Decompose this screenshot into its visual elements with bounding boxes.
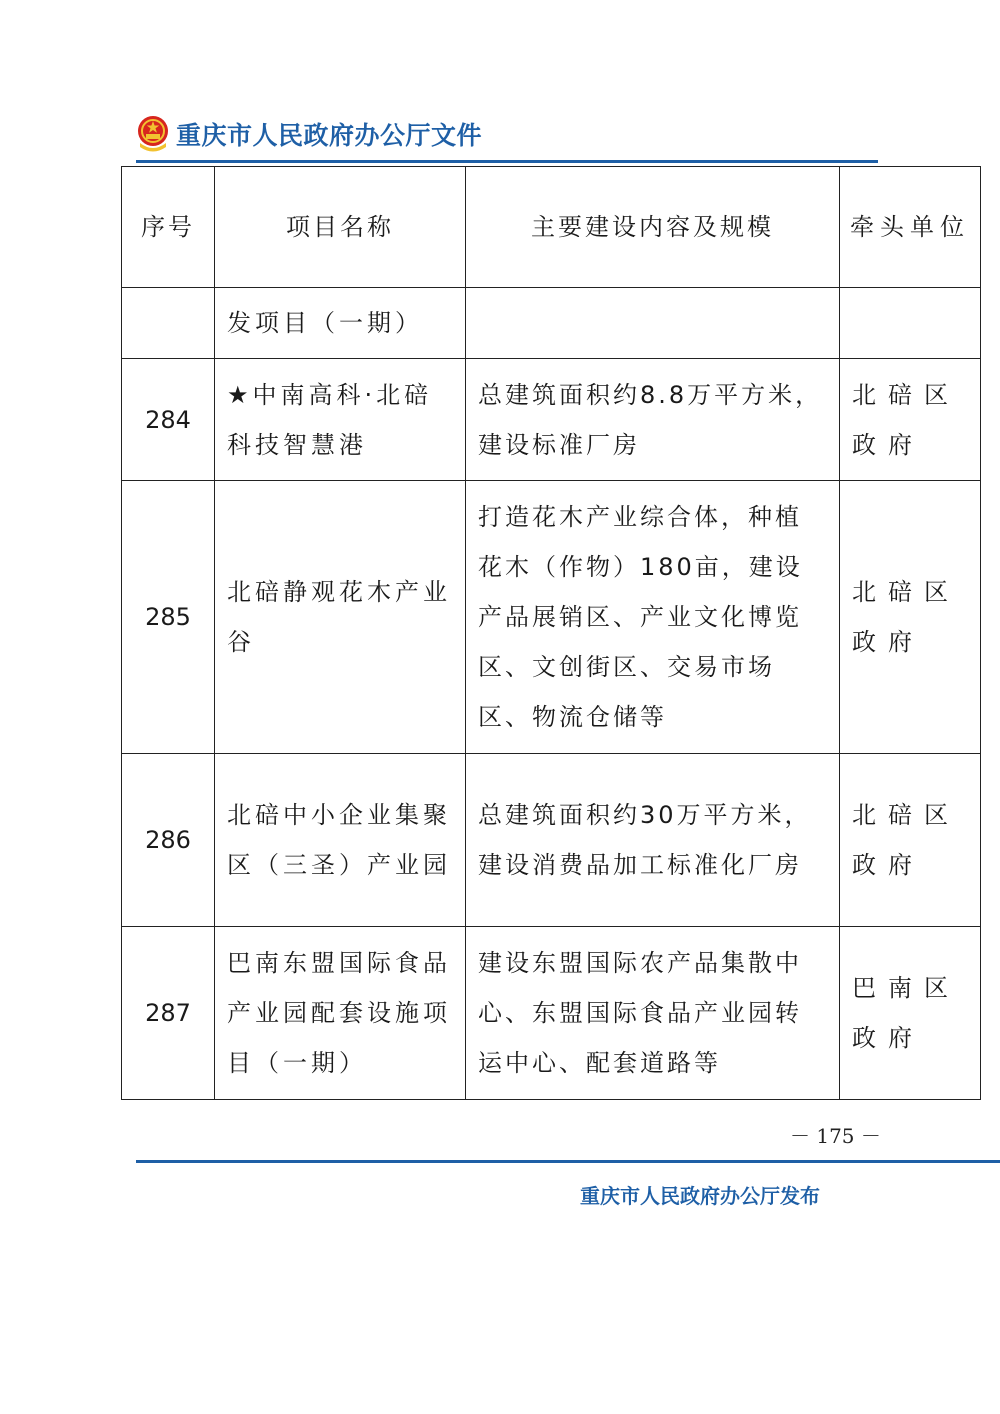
row-no: 287 [122, 927, 215, 1100]
project-table [121, 166, 981, 1100]
table-row [122, 754, 981, 927]
row-content: 建设东盟国际农产品集散中心、东盟国际食品产业园转运中心、配套道路等 [466, 927, 840, 1100]
table-row [122, 288, 981, 359]
header-name: 项目名称 [215, 167, 466, 288]
row-name: 北碚中小企业集聚区（三圣）产业园 [215, 754, 466, 927]
header-title: 重庆市人民政府办公厅文件 [176, 121, 483, 150]
row-content: 总建筑面积约30万平方米，建设消费品加工标准化厂房 [466, 754, 840, 927]
row-no [122, 288, 215, 359]
row-name: 发项目（一期） [215, 288, 466, 359]
row-unit: 北碚区政府 [840, 481, 981, 754]
row-no: 285 [122, 481, 215, 754]
row-content: 打造花木产业综合体，种植花木（作物）180亩，建设产品展销区、产业文化博览区、文创街区、交易市场区、物流仓储等 [466, 481, 840, 754]
row-no: 286 [122, 754, 215, 927]
national-emblem-icon [136, 115, 170, 153]
table-header-row [122, 167, 981, 288]
footer-publisher: 重庆市人民政府办公厅发布 [580, 1184, 820, 1208]
row-unit: 巴南区政府 [840, 927, 981, 1100]
header-divider [136, 160, 878, 163]
row-no: 284 [122, 359, 215, 481]
row-name: 北碚静观花木产业谷 [215, 481, 466, 754]
row-content: 总建筑面积约8.8万平方米，建设标准厂房 [466, 359, 840, 481]
header-content: 主要建设内容及规模 [466, 167, 840, 288]
table-row [122, 481, 981, 754]
row-unit: 北碚区政府 [840, 359, 981, 481]
row-content [466, 288, 840, 359]
footer-divider [136, 1160, 1000, 1163]
row-unit: 北碚区政府 [840, 754, 981, 927]
header-no: 序号 [122, 167, 215, 288]
document-header [136, 112, 482, 156]
row-name: 巴南东盟国际食品产业园配套设施项目（一期） [215, 927, 466, 1100]
row-name: ★中南高科·北碚科技智慧港 [215, 359, 466, 481]
page-number: － 175 － [790, 1124, 881, 1148]
header-unit: 牵头单位 [840, 167, 981, 288]
row-unit [840, 288, 981, 359]
table-row [122, 359, 981, 481]
table-row [122, 927, 981, 1100]
